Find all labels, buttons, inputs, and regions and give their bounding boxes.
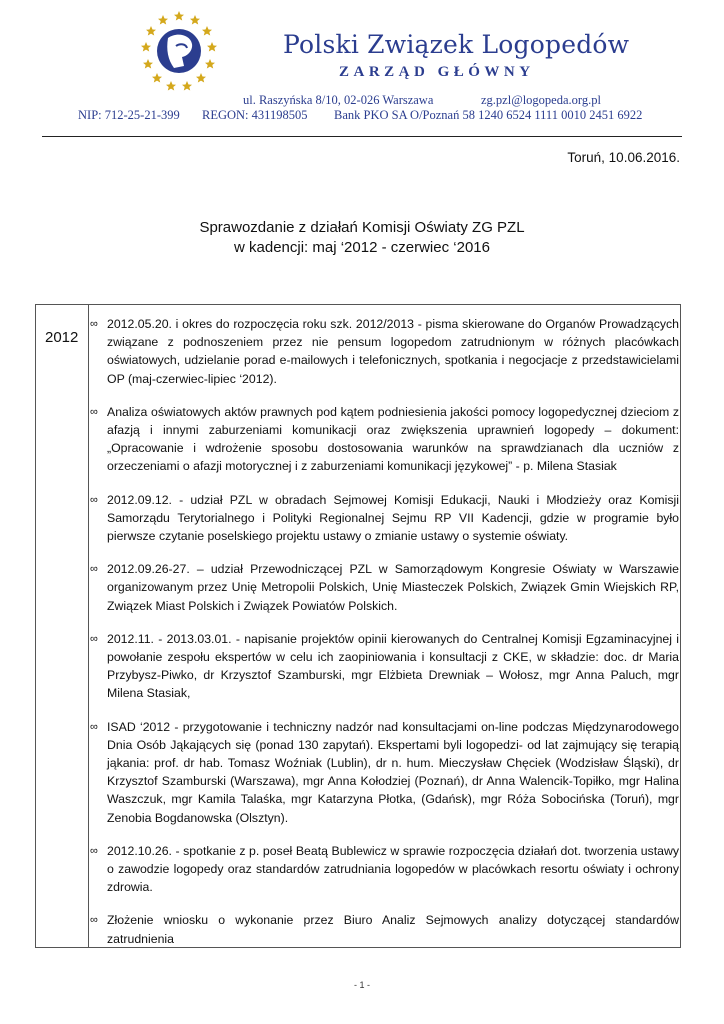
list-item bbox=[88, 630, 682, 703]
infinity-bullet-icon: ∞ bbox=[90, 318, 98, 330]
entry-text: Złożenie wniosku o wykonanie przez Biuro Analiz Sejmowych analizy dotyczącej standardów zatrudnienia bbox=[107, 913, 679, 946]
entry-text: 2012.10.26. - spotkanie z p. poseł Beatą Bublewicz w sprawie rozpoczęcia działań dot. tworzenia ustawy o zawodzie logopedy oraz standardów zatrudniania logopedów w placówkach resortu oświaty i ochrony zdrowia. bbox=[107, 843, 679, 895]
page-number: - 1 - bbox=[353, 980, 370, 990]
list-item bbox=[88, 560, 682, 615]
list-item bbox=[88, 842, 682, 897]
org-nip: NIP: 712-25-21-399 bbox=[78, 108, 180, 122]
infinity-bullet-icon: ∞ bbox=[90, 493, 98, 506]
infinity-bullet-icon: ∞ bbox=[90, 405, 98, 418]
letterhead bbox=[0, 0, 724, 140]
infinity-bullet-icon: ∞ bbox=[90, 844, 98, 857]
org-regon: REGON: 431198505 bbox=[202, 108, 308, 122]
title-line-2: w kadencji: maj ‘2012 - czerwiec ‘2016 bbox=[234, 239, 490, 256]
report-table bbox=[35, 304, 681, 948]
entry-text: Analiza oświatowych aktów prawnych pod kątem podniesienia jakości pomocy logopedycznej dzieciom z afazją i innymi zaburzeniami komunikacji oraz zwiększenia uprawnień logopedy – dokument: „Opracowanie i wdrożenie sposobu dostosowania warunków na sprawdzianach dla uczniów z orzeczeniami o afazji motorycznej i z zaburzeniami komunikacji językowej” - p. Milena Stasiak bbox=[107, 404, 679, 474]
org-name: Polski Związek Logopedów bbox=[283, 30, 630, 59]
entry-text: 2012.09.12. - udział PZL w obradach Sejmowej Komisji Edukacji, Nauki i Młodzieży oraz Komisji Samorządu Terytorialnego i Polityki Regionalnej Sejmu RP VII Kadencji, gdzie w programie było pierwsze czytanie poselskiego projektu ustawy o zmianie ustawy o systemie oświaty. bbox=[107, 492, 679, 544]
list-item bbox=[88, 491, 682, 546]
letterhead-divider bbox=[42, 136, 682, 137]
pzl-logo-icon bbox=[138, 10, 220, 92]
org-bank: Bank PKO SA O/Poznań 58 1240 6524 1111 0010 2451 6922 bbox=[334, 108, 643, 122]
entry-text: 2012.05.20. i okres do rozpoczęcia roku szk. 2012/2013 - pisma skierowane do Organów Prowadzących związane z podnoszeniem przez nie pensum logopedom zatrudnionym w różnych placówkach oświatowych, udzielanie porad e-mailowych i telefonicznych, spotkania i negocjacje z przedstawicielami OP (maj-czerwiec-lipiec ‘2012). bbox=[107, 317, 679, 386]
entries-column bbox=[88, 315, 682, 948]
list-item bbox=[88, 718, 682, 827]
year-column bbox=[36, 305, 89, 947]
entry-text: 2012.09.26-27. – udział Przewodniczącej PZL w Samorządowym Kongresie Oświaty w Warszawie organizowanym przez Unię Metropolii Polskich, Unię Miasteczek Polskich, Związek Gmin Wiejskich RP, Związek Miast Polskich i Związek Powiatów Polskich. bbox=[107, 562, 679, 613]
org-subtitle: ZARZĄD GŁÓWNY bbox=[339, 64, 535, 80]
infinity-bullet-icon: ∞ bbox=[90, 563, 98, 576]
list-item bbox=[88, 911, 682, 947]
title-line-1: Sprawozdanie z działań Komisji Oświaty ZG PZL bbox=[199, 219, 525, 236]
year-label: 2012 bbox=[45, 329, 79, 346]
entry-text: ISAD ‘2012 - przygotowanie i techniczny nadzór nad konsultacjami on-line podczas Międzynarodowego Dnia Osób Jąkających się (ponad 130 zapytań). Ekspertami byli logopedzi- od lat zajmujący się terapią jąkania: prof. dr hab. Tomasz Woźniak (Lublin), dr n. hum. Mieczysław Chęciek (Wodzisław Śląski), dr Krzysztof Szamburski (Warszawa), mgr Anna Kołodziej (Poznań), dr Anna Walencik-Topiłko, mgr Halina Waszczuk, mgr Kamila Talaśka, mgr Katarzyna Płotka, (Gdańsk), mgr Róża Sobocińska (Toruń), mgr Zenobia Bogdanowska (Olsztyn). bbox=[107, 719, 679, 825]
document-date: Toruń, 10.06.2016. bbox=[567, 150, 680, 165]
infinity-bullet-icon: ∞ bbox=[90, 914, 98, 927]
infinity-bullet-icon: ∞ bbox=[90, 720, 98, 733]
org-address: ul. Raszyńska 8/10, 02-026 Warszawa bbox=[243, 93, 434, 107]
entry-text: 2012.11. - 2013.03.01. - napisanie projektów opinii kierowanych do Centralnej Komisji Egzaminacyjnej i powołanie zespołu ekspertów w celu ich zaopiniowania i konsultacji z CKE, w składzie: doc. dr Maria Przybysz-Piwko, dr Krzysztof Szamburski, mgr Elżbieta Drewniak – Wołosz, mgr Anna Paluch, mgr Milena Stasiak, bbox=[107, 631, 679, 701]
list-item bbox=[88, 403, 682, 476]
infinity-bullet-icon: ∞ bbox=[90, 632, 98, 645]
org-email: zg.pzl@logopeda.org.pl bbox=[481, 93, 601, 107]
list-item bbox=[88, 315, 682, 388]
document-title bbox=[0, 218, 724, 258]
